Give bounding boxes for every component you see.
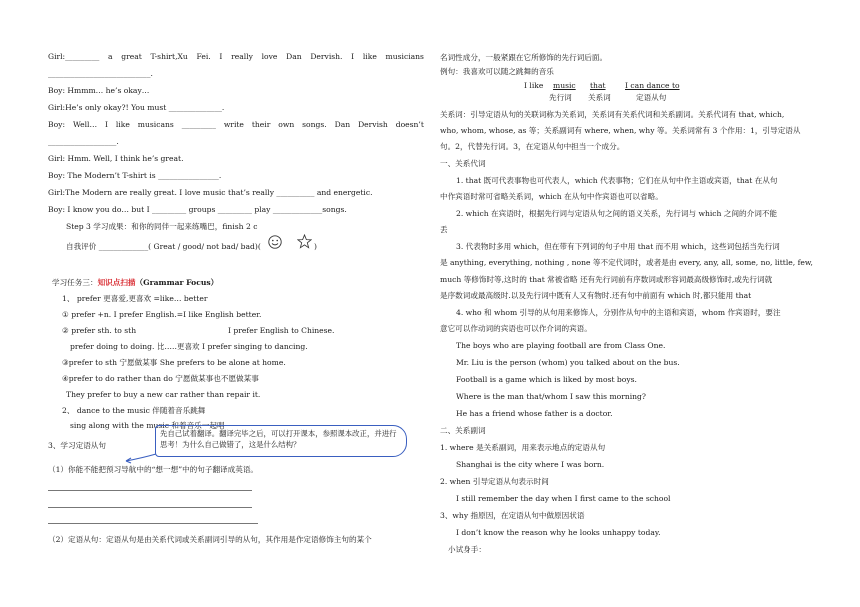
dialog-line-9: Girl:The Modern are really great. I love music that’s really __________ and energetic. [48, 188, 373, 197]
grammar-point-2-example: sing along with the music 和着音乐一起唱 [70, 421, 225, 430]
section-1-heading: 一、关系代词 [440, 159, 486, 168]
label-relative-word: 关系词 [588, 93, 611, 102]
answer-line-2 [48, 507, 252, 508]
example-sentence-1: The boys who are playing football are from Class One. [456, 341, 666, 350]
label-antecedent: 先行词 [549, 93, 572, 102]
dialog-line-1: Girl:_________ a great T-shirt,Xu Fei. I really love Dan Dervish. I like musicians [48, 52, 424, 61]
task-3-heading: 学习任务三：知识点扫描（Grammar Focus） [52, 278, 219, 287]
self-evaluation: 自我评价 _____________( Great / good/ not bad/ bad)( [66, 242, 261, 251]
dialog-line-4: Girl:He’s only okay?! You must ______________. [48, 103, 225, 112]
grammar-point-2: 2、 dance to the music 伴随着音乐跳舞 [62, 406, 206, 415]
adverb-where: 1. where 是关系副词，用来表示地点的定语从句 [440, 443, 606, 452]
grammar-point-1d: ④prefer to do rather than do 宁愿做某事也不愿做某事 [62, 374, 259, 383]
smiley-face-icon [268, 235, 282, 249]
grammar-point-1b-example: I prefer English to Chinese. [228, 326, 335, 335]
translation-note-callout: 先自己试着翻译。翻译完毕之后，可以打开课本，参照课本改正，并进行思考！为什么自己做错了，这是什么结构？ [155, 425, 407, 457]
question-1: （1）你能不能把预习导航中的“想一想”中的句子翻译成英语。 [48, 465, 259, 474]
self-evaluation-close: ) [314, 242, 317, 251]
section-2-heading: 二、关系副词 [440, 426, 486, 435]
label-clause: 定语从句 [636, 93, 667, 102]
adverb-when-example: I still remember the day when I first came to the school [456, 494, 671, 503]
rule-2-line-1: 2. which 在宾语时，根据先行词与定语从句之间的语义关系，先行词与 which 之间的介词不能 [456, 209, 778, 218]
rule-1-line-1: 1. that 既可代表事物也可代表人，which 代表事物；它们在从句中作主语或宾语，that 在从句 [456, 176, 778, 185]
rule-4-line-1: 4. who 和 whom 引导的从句用来修饰人，分别作从句中的主语和宾语，whom 作宾语时，要注 [456, 308, 781, 317]
dialog-line-8: Boy: The Modern’t T-shirt is ________________. [48, 171, 222, 180]
example-antecedent: music [553, 81, 576, 90]
rule-3-line-1: 3. 代表物时多用 which，但在带有下列词的句子中用 that 而不用 which，这些词包括当先行词 [456, 242, 780, 251]
grammar-point-1d-example: They prefer to buy a new car rather than repair it. [66, 390, 261, 399]
grammar-point-1b-doing: prefer doing to doing. 比…..更喜欢 I prefer singing to dancing. [70, 342, 308, 351]
answer-line-1 [48, 490, 252, 491]
example-clause: I can dance to [625, 81, 680, 90]
relative-words-line-2: who, whom, whose, as 等；关系副词有 where, when, why 等。关系词常有 3 个作用：1，引导定语从 [440, 126, 801, 135]
grammar-point-1: 1、 prefer 更喜爱,更喜欢 =like… better [62, 294, 208, 303]
relative-words-line-3: 句。2，代替先行词。3，在定语从句中担当一个成分。 [440, 142, 625, 151]
rule-3-line-2: 是 anything, everything, nothing , none 等不定代词时，或者是由 every, any, all, some, no, little, few, [440, 258, 813, 267]
rule-1-line-2: 中作宾语时常可省略关系词，which 在从句中作宾语也可以省略。 [440, 192, 663, 201]
dialog-line-5: Boy: Well… I like musicans _________ write their own songs. Dan Dervish doesn’t [48, 120, 424, 129]
dialog-line-10: Boy: I know you do… but I _________ groups _________ play _____________songs. [48, 205, 347, 214]
example-sentence-2: Mr. Liu is the person (whom) you talked about on the bus. [456, 358, 680, 367]
rule-2-line-2: 丢 [440, 225, 448, 234]
question-2: （2）定语从句：定语从句是由关系代词或关系副词引导的从句，其作用是作定语修饰主句的某个 [48, 535, 372, 544]
example-relative-word: that [590, 81, 606, 90]
adverb-when: 2. when 引导定语从句表示时间 [440, 477, 549, 486]
grammar-point-1c: ③prefer to sth 宁愿做某事 She prefers to be alone at home. [62, 358, 286, 367]
dialog-line-2: ___________________________. [48, 69, 153, 78]
adverb-why-example: I don’t know the reason why he looks unhappy today. [456, 528, 661, 537]
example-heading: 例句：我喜欢可以随之跳舞的音乐 [440, 67, 554, 76]
grammar-point-1b: ② prefer sth. to sth [62, 326, 137, 335]
adverb-where-example: Shanghai is the city where I was born. [456, 460, 605, 469]
rule-4-line-2: 意它可以作动词的宾语也可以作介词的宾语。 [440, 324, 592, 333]
grammar-point-1a: ① prefer +n. I prefer English.=I like English better. [62, 310, 262, 319]
answer-line-3 [48, 523, 258, 524]
step-3-line: Step 3 学习成果：和你的同伴一起来练嘴巴，finish 2 c [66, 222, 258, 231]
dialog-line-7: Girl: Hmm. Well, I think he’s great. [48, 154, 184, 163]
example-sentence-3: Football is a game which is liked by most boys. [456, 375, 637, 384]
adverb-why: 3、why 指原因，在定语从句中做原因状语 [440, 511, 585, 520]
star-icon [297, 234, 312, 249]
dialog-line-3: Boy: Hmmm… he’s okay… [48, 86, 150, 95]
example-sentence-4: Where is the man that/whom I saw this morning? [456, 392, 646, 401]
dialog-line-6: __________________. [48, 137, 119, 146]
continued-line: 名词性成分，一般紧跟在它所修饰的先行词后面。 [440, 53, 608, 62]
rule-3-line-4: 是序数词或最高级时.以及先行词中既有人又有物时.还有句中前面有 which 时,都只能用 that [440, 291, 752, 300]
example-i-like: I like [524, 81, 544, 90]
relative-words-line-1: 关系词：引导定语从句的关联词称为关系词，关系词有关系代词和关系副词。关系代词有 that, which, [440, 110, 785, 119]
callout-arrow-icon [122, 452, 158, 464]
grammar-point-3: 3、学习定语从句 [48, 441, 106, 450]
practice-heading: 小试身手： [448, 545, 486, 554]
rule-3-line-3: much 等修饰时等,这时的 that 常被省略 还有先行词前有序数词或形容词最高级修饰时,或先行词就 [440, 275, 773, 284]
example-sentence-5: He has a friend whose father is a doctor. [456, 409, 613, 418]
